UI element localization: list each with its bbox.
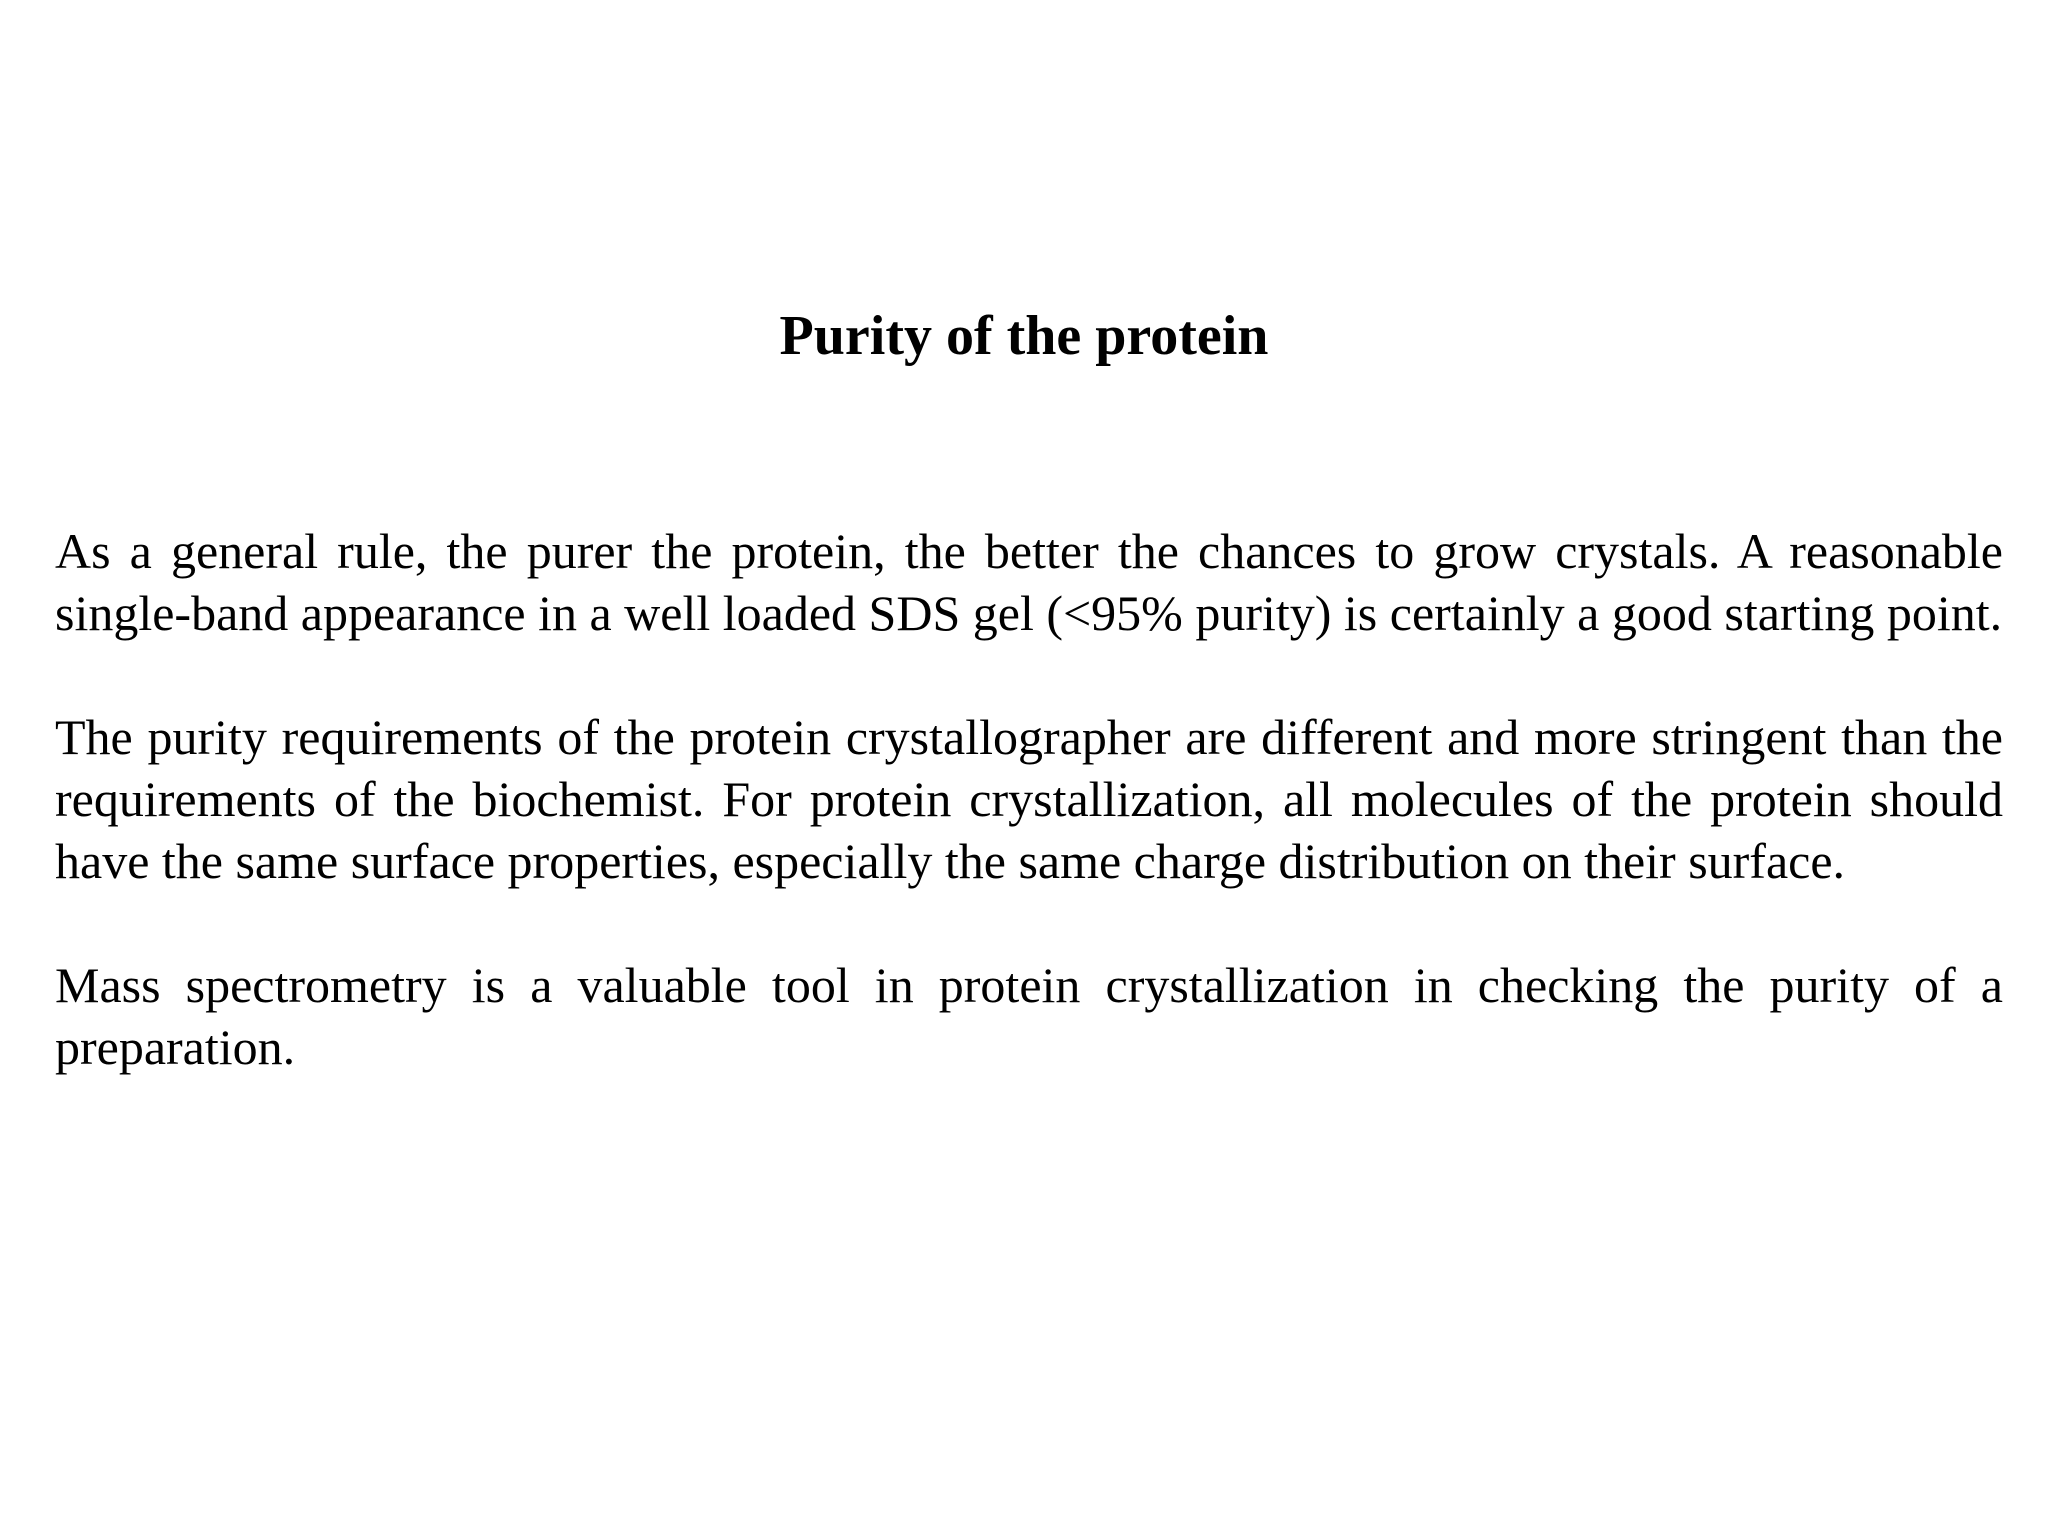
paragraph-general-rule: As a general rule, the purer the protein, the better the chances to grow crystals. A reasonable single-band appearance in a well loaded SDS gel (<95% purity) is certainly a good starting point. bbox=[55, 523, 2003, 641]
paragraph-purity-requirements: The purity requirements of the protein crystallographer are different and more stringent than the requirements of the biochemist. For protein crystallization, all molecules of the protein should have the same surface properties, especially the same charge distribution on their surface. bbox=[55, 709, 2003, 889]
paragraph-mass-spectrometry: Mass spectrometry is a valuable tool in protein crystallization in checking the purity of a preparation. bbox=[55, 957, 2003, 1075]
slide-body bbox=[55, 520, 2003, 1140]
slide-title: Purity of the protein bbox=[779, 305, 1269, 367]
